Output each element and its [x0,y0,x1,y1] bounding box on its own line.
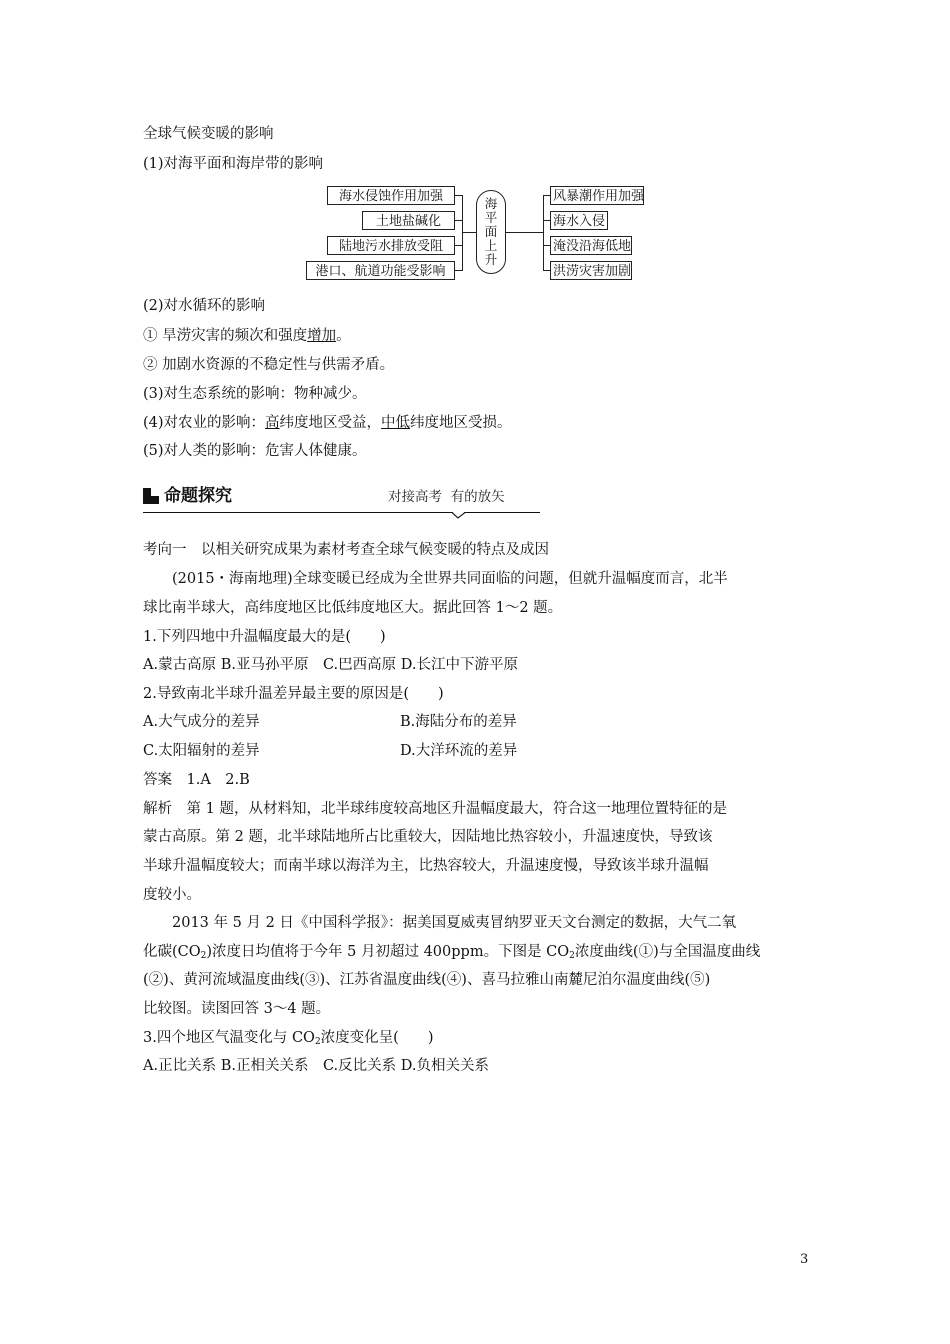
effect-box-3: 淹没沿海低地 [550,236,632,255]
answer: 答案 1.A 2.B [143,772,250,788]
effect-box-4: 洪涝灾害加剧 [550,261,632,280]
banner-notch [451,511,466,519]
section-title: 全球气候变暖的影响 [143,126,274,142]
passage-2-line-1: 2013 年 5 月 2 日《中国科学报》：据美国夏威夷冒纳罗亚天文台测定的数据，大气二氧 [172,915,737,931]
cause-box-1: 海水侵蚀作用加强 [327,186,455,205]
oval-char: 面 [484,224,498,239]
question-1-stem: 1.下列四地中升温幅度最大的是( ) [143,629,386,645]
analysis-line-2: 蒙古高原。第 2 题，北半球陆地所占比重较大，因陆地比热容较小，升温速度快，导致该 [143,829,713,845]
cause-box-2: 土地盐碱化 [362,211,455,230]
oval-char: 上 [484,238,498,253]
water-cycle-heading: (2)对水循环的影响 [143,298,266,314]
water-cycle-2: ② 加剧水资源的不稳定性与供需矛盾。 [143,357,395,373]
analysis-line-4: 度较小。 [143,887,201,903]
banner-square-notch [151,488,159,496]
banner-title: 命题探究 [164,486,232,506]
passage-1-line-2: 球比南半球大，高纬度地区比低纬度地区大。据此回答 1～2 题。 [143,600,563,616]
banner-subtitle: 对接高考 有的放矢 [388,489,505,505]
question-2-option-b: B.海陆分布的差异 [400,714,517,730]
analysis-line-1: 解析 第 1 题，从材料知，北半球纬度较高地区升温幅度最大，符合这一地理位置特征的是 [143,801,727,817]
oval-char: 平 [484,210,498,225]
passage-2-line-2: 化碳$(CO_2)$浓度日均值将于今年 5 月初超过 400ppm。下图是 $CO_2$浓度曲线(①)与全国温度曲线 [143,944,761,961]
sea-level-rise-oval [476,190,506,274]
water-cycle-1: ① 旱涝灾害的频次和强度增加。 [143,328,351,344]
sea-level-heading: (1)对海平面和海岸带的影响 [143,156,324,172]
question-3-stem: 3.四个地区气温变化与 $CO_2$浓度变化呈( ) [143,1030,434,1047]
analysis-line-3: 半球升温幅度较大；而南半球以海洋为主，比热容较大，升温速度慢，导致该半球升温幅 [143,858,709,874]
passage-2-line-4: 比较图。读图回答 3～4 题。 [143,1001,331,1017]
effect-box-2: 海水入侵 [550,211,608,230]
passage-2-line-3: (②)、黄河流域温度曲线(③)、江苏省温度曲线(④)、喜马拉雅山南麓尼泊尔温度曲线(⑤) [143,972,711,988]
ecosystem-impact: (3)对生态系统的影响：物种减少。 [143,386,367,402]
direction-heading: 考向一 以相关研究成果为素材考查全球气候变暖的特点及成因 [143,542,549,558]
cause-box-3: 陆地污水排放受阻 [327,236,455,255]
passage-1-line-1: (2015・海南地理)全球变暖已经成为全世界共同面临的问题，但就升温幅度而言，北半 [172,571,728,587]
oval-char: 海 [484,196,498,211]
question-2-option-a: A.大气成分的差异 [143,714,260,730]
cause-box-4: 港口、航道功能受影响 [306,261,455,280]
question-1-options: A.蒙古高原 B.亚马孙平原 C.巴西高原 D.长江中下游平原 [143,657,518,673]
human-impact: (5)对人类的影响：危害人体健康。 [143,443,367,459]
question-2-option-d: D.大洋环流的差异 [400,743,518,759]
oval-char: 升 [484,252,498,267]
page-number: 3 [800,1252,809,1267]
effect-box-1: 风暴潮作用加强 [550,186,644,205]
question-3-options: A.正比关系 B.正相关关系 C.反比关系 D.负相关关系 [143,1058,489,1074]
agriculture-impact: (4)对农业的影响：高纬度地区受益，中低纬度地区受损。 [143,415,512,431]
question-2-stem: 2.导致南北半球升温差异最主要的原因是( ) [143,686,444,702]
question-2-option-c: C.太阳辐射的差异 [143,743,260,759]
